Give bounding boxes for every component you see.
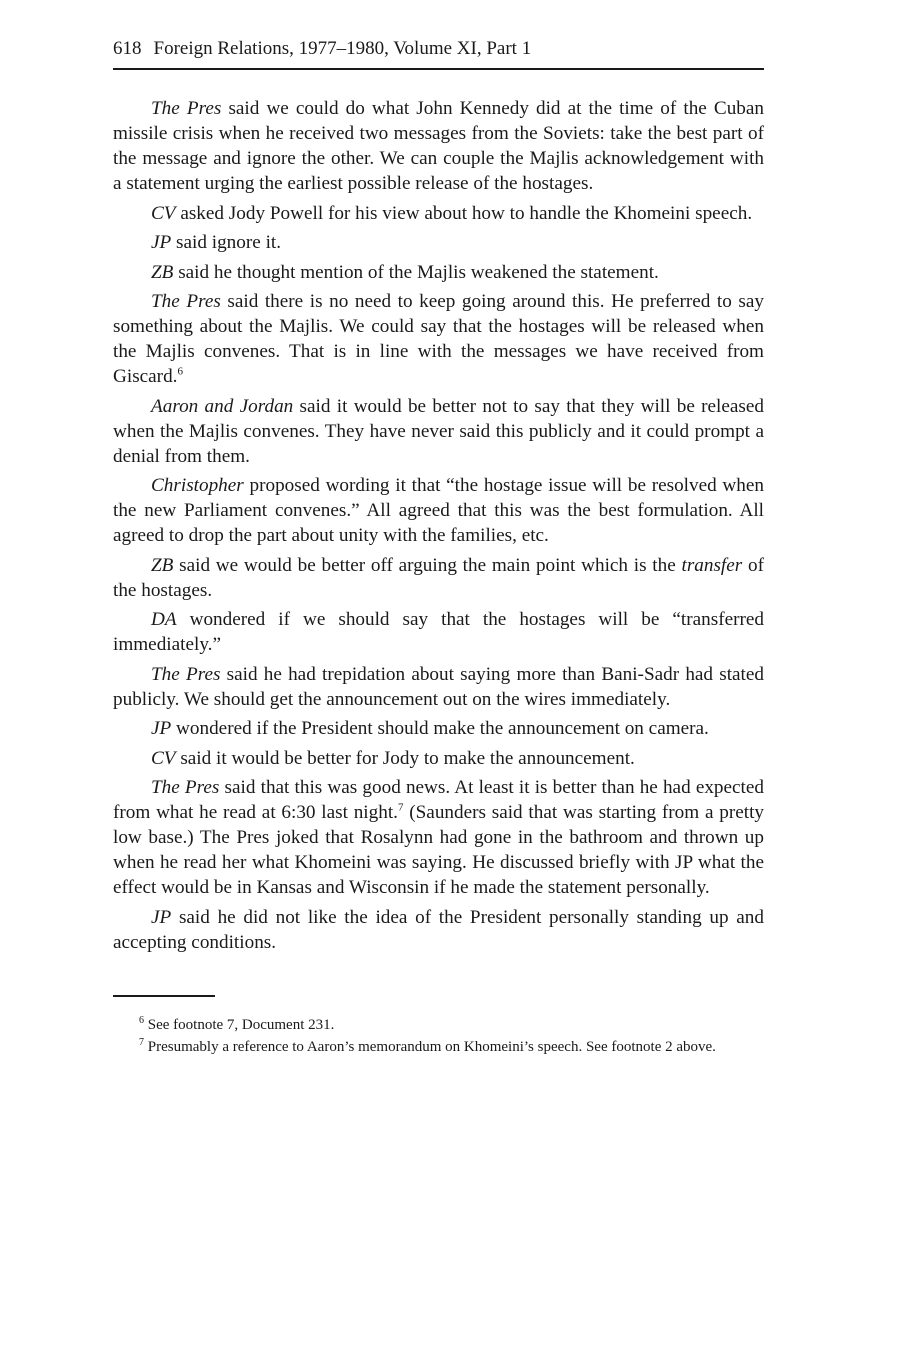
paragraph-text: said he did not like the idea of the President personally standing up and accepting conditions. — [113, 906, 764, 953]
speaker-name: The Pres — [151, 663, 221, 685]
paragraph-text: said he had trepidation about saying more than Bani-Sadr had stated publicly. We should get the announcement out on the wires immediately. — [113, 663, 764, 710]
page-number: 618 — [113, 38, 142, 59]
footnotes — [113, 1015, 764, 1057]
paragraph-text: said we could do what John Kennedy did at the time of the Cuban missile crisis when he received two messages from the Soviets: take the best part of the message and ignore the other. We can couple the Majlis acknowledgement with a statement urging the earliest possible release of the hostages. — [113, 98, 764, 194]
paragraph — [113, 553, 764, 603]
footnote-ref[interactable]: 6 — [177, 365, 183, 378]
paragraph — [113, 607, 764, 657]
paragraph — [113, 230, 764, 255]
paragraph — [113, 289, 764, 389]
document-page — [113, 36, 764, 1059]
emphasis-text: transfer — [681, 554, 743, 576]
paragraph-text: said ignore it. — [171, 232, 282, 253]
paragraph-text: said there is no need to keep going around this. He preferred to say something about the Majlis. We could say that the hostages will be released when the Majlis convenes. That is in line with the messages we have received from Giscard. — [113, 291, 764, 387]
speaker-name: ZB — [151, 261, 174, 283]
paragraph — [113, 775, 764, 900]
speaker-name: The Pres — [151, 291, 221, 312]
paragraph-text-after: (Saunders said that was starting from a pretty low base.) The Pres joked that Rosalynn had gone in the bathroom and thrown up when he read her what Khomeini was saying. He discussed briefly with JP what the effect would be in Kansas and Wisconsin if he made the statement personally. — [113, 802, 765, 898]
paragraph-text-after: of the hostages. — [113, 554, 764, 601]
paragraph-text: proposed wording it that “the hostage issue will be resolved when the new Parliament convenes.” All agreed that this was the best formulation. All agreed to drop the part about unity with the families, etc. — [113, 475, 764, 546]
speaker-name: ZB — [151, 554, 174, 576]
paragraph-text: said we would be better off arguing the main point which is the — [173, 554, 682, 576]
footnote-number: 6 — [139, 1014, 144, 1026]
speaker-name: CV — [151, 202, 176, 224]
speaker-name: Christopher — [151, 475, 244, 496]
speaker-name: CV — [151, 747, 176, 769]
paragraph — [113, 473, 764, 548]
speaker-name: JP — [151, 906, 172, 928]
paragraph — [113, 260, 764, 285]
speaker-name: The Pres — [151, 98, 222, 119]
paragraph-text: wondered if the President should make the announcement on camera. — [171, 718, 709, 739]
paragraph — [113, 662, 764, 712]
paragraph — [113, 394, 764, 469]
footnote-divider — [113, 995, 215, 997]
speaker-name: JP — [151, 718, 172, 739]
paragraph-text: said that this was good news. At least it is better than he had expected from what he read at 6:30 last night. — [113, 777, 764, 823]
paragraph-text: said it would be better for Jody to make the announcement. — [175, 747, 635, 769]
paragraph — [113, 746, 764, 771]
footnote-ref[interactable]: 7 — [397, 801, 404, 814]
paragraph — [113, 716, 764, 741]
paragraph — [113, 96, 764, 196]
footnote-text: Presumably a reference to Aaron’s memorandum on Khomeini’s speech. See footnote 2 above. — [144, 1038, 716, 1055]
paragraph-text: said he thought mention of the Majlis weakened the statement. — [173, 261, 659, 283]
footnote-text: See footnote 7, Document 231. — [144, 1016, 335, 1033]
running-head-title: Foreign Relations, 1977–1980, Volume XI, Part 1 — [153, 38, 532, 59]
body-text — [113, 96, 764, 955]
running-head — [113, 36, 764, 70]
speaker-name: DA — [151, 609, 177, 630]
paragraph-text: asked Jody Powell for his view about how to handle the Khomeini speech. — [175, 202, 753, 224]
speaker-name: JP — [151, 232, 172, 253]
speaker-name: The Pres — [151, 777, 220, 798]
paragraph — [113, 201, 764, 226]
speaker-name: Aaron and Jordan — [151, 395, 294, 417]
paragraph-text: said it would be better not to say that they will be released when the Majlis convenes. They have never said this publicly and it could prompt a denial from them. — [113, 395, 764, 467]
paragraph — [113, 905, 764, 955]
footnote — [113, 1015, 764, 1035]
paragraph-text: wondered if we should say that the hostages will be “transferred immediately.” — [113, 609, 764, 655]
footnote — [113, 1037, 764, 1057]
footnote-number: 7 — [139, 1036, 144, 1048]
